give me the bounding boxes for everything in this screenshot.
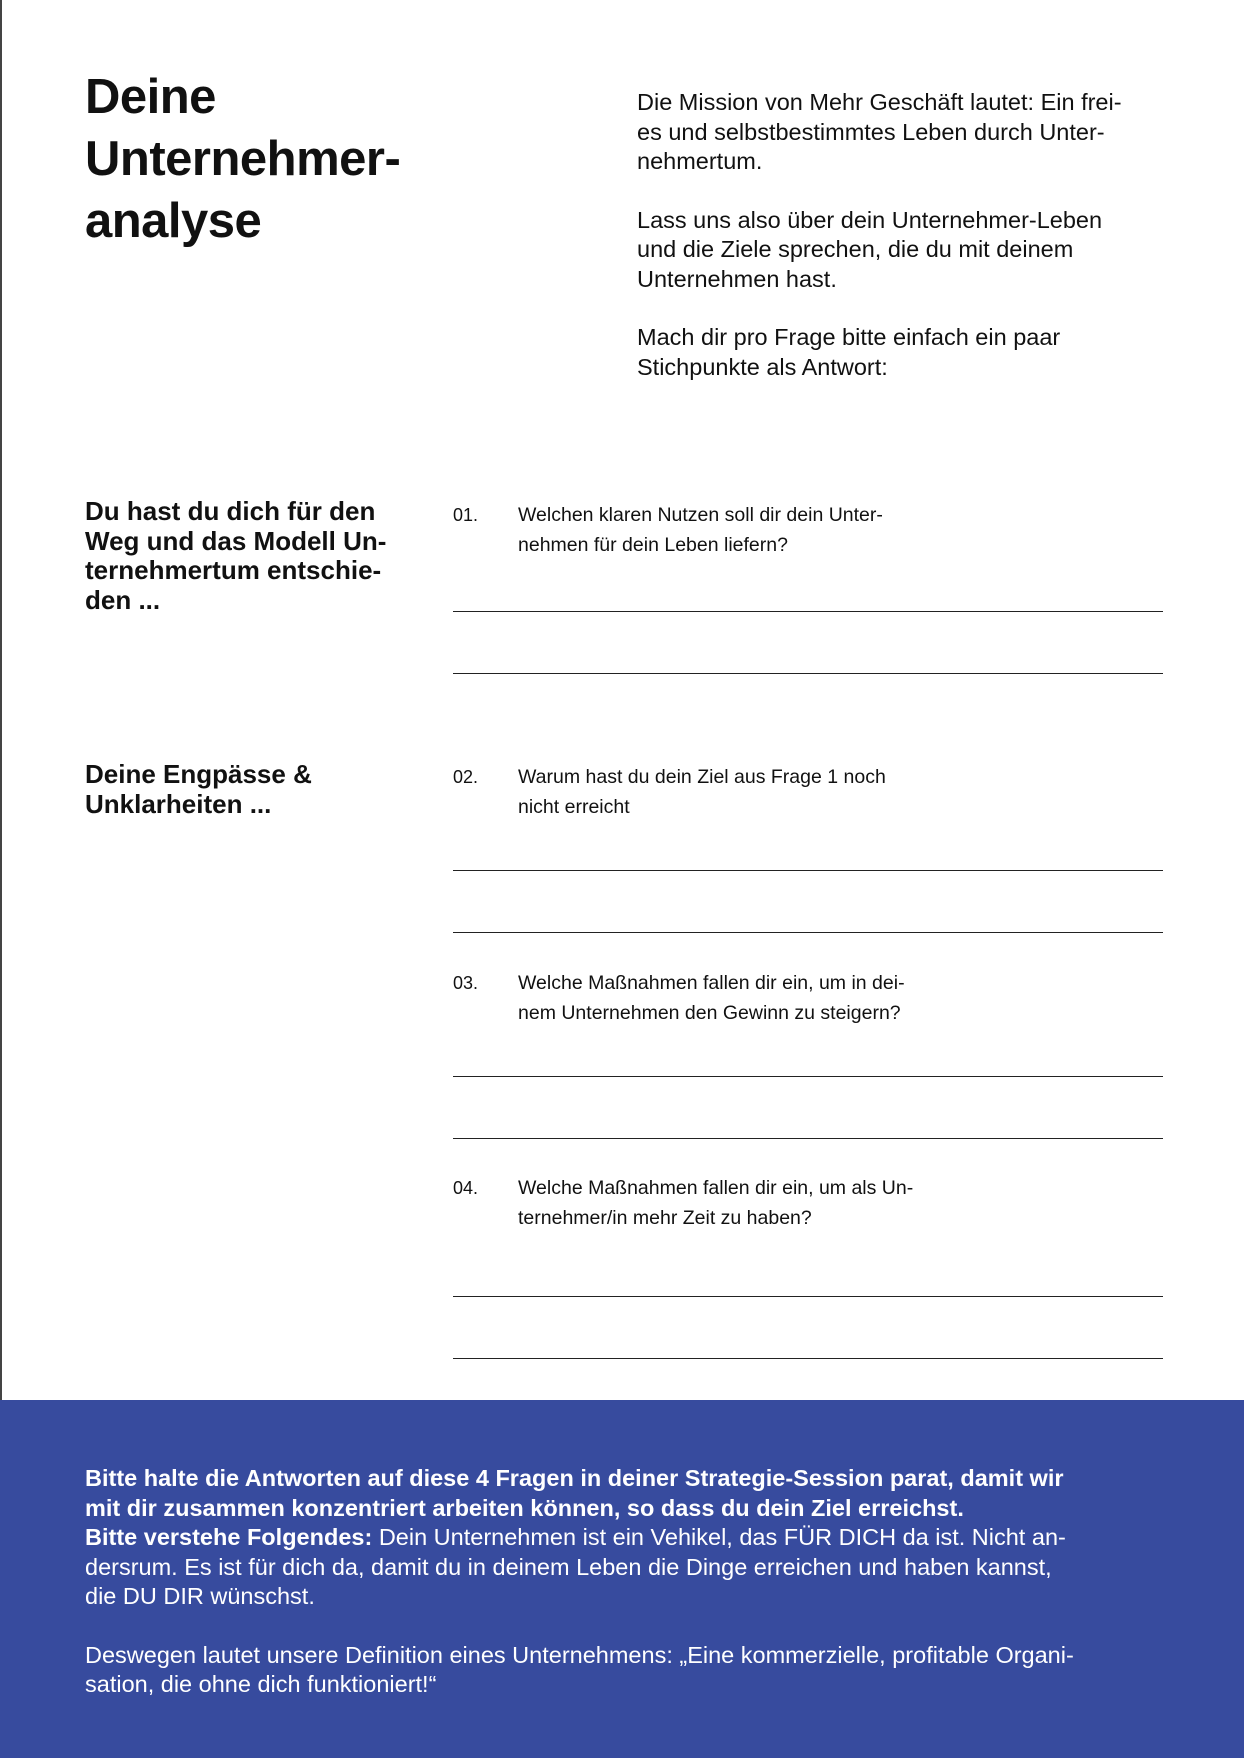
footer-understanding-lead: Bitte verstehe Folgendes: bbox=[85, 1524, 373, 1550]
intro-paragraph-goals: Lass uns also über dein Unternehmer-Leben und die Ziele sprechen, die du mit deinem Unternehmen hast. bbox=[637, 206, 1103, 292]
footer-spacer bbox=[85, 1612, 1165, 1641]
footer-text bbox=[85, 1464, 1165, 1700]
page-title: Deine Unternehmer- analyse bbox=[85, 70, 401, 248]
question-number: 02. bbox=[453, 767, 479, 787]
answer-line[interactable] bbox=[453, 870, 1163, 871]
page-left-border bbox=[0, 0, 2, 1400]
question-number: 01. bbox=[453, 505, 479, 525]
question-number: 04. bbox=[453, 1178, 479, 1198]
question-number: 03. bbox=[453, 973, 479, 993]
answer-line[interactable] bbox=[453, 1296, 1163, 1297]
footer-understanding bbox=[85, 1523, 1165, 1612]
footer-reminder: Bitte halte die Antworten auf diese 4 Fragen in deiner Strategie-Session parat, damit wir mit dir zusammen konzentriert arbeiten können, so dass du dein Ziel erreichst. bbox=[85, 1465, 1064, 1521]
question-text: Warum hast du dein Ziel aus Frage 1 noch nicht erreicht bbox=[518, 766, 886, 818]
answer-line[interactable] bbox=[453, 1076, 1163, 1077]
section-title-bottlenecks: Deine Engpässe & Unklarheiten ... bbox=[85, 759, 312, 819]
question-text: Welche Maßnahmen fallen dir ein, um in dei- nem Unternehmen den Gewinn zu steigern? bbox=[518, 972, 905, 1024]
intro-text bbox=[637, 88, 1172, 411]
answer-line[interactable] bbox=[453, 1358, 1163, 1359]
answer-line[interactable] bbox=[453, 932, 1163, 933]
question-text: Welchen klaren Nutzen soll dir dein Unter- nehmen für dein Leben liefern? bbox=[518, 504, 883, 556]
answer-line[interactable] bbox=[453, 673, 1163, 674]
answer-line[interactable] bbox=[453, 611, 1163, 612]
section-title-path: Du hast du dich für den Weg und das Modell Un- ternehmertum entschie- den ... bbox=[85, 496, 387, 615]
footer-understanding-body: Dein Unternehmen ist ein Vehikel, das FÜR DICH da ist. Nicht an- dersrum. Es ist für dich da, damit du in deinem Leben die Dinge erreichen und haben kannst, die DU DIR wünschst. bbox=[85, 1524, 1066, 1609]
intro-paragraph-instructions: Mach dir pro Frage bitte einfach ein paar Stichpunkte als Antwort: bbox=[637, 324, 1061, 380]
footer-definition: Deswegen lautet unsere Definition eines Unternehmens: „Eine kommerzielle, profitable Organi- sation, die ohne dich funktioniert!“ bbox=[85, 1641, 1074, 1697]
question-text: Welche Maßnahmen fallen dir ein, um als Un- ternehmer/in mehr Zeit zu haben? bbox=[518, 1177, 914, 1229]
footer-banner bbox=[0, 1400, 1244, 1758]
intro-paragraph-mission: Die Mission von Mehr Geschäft lautet: Ein frei- es und selbstbestimmtes Leben durch Unter- nehmertum. bbox=[637, 89, 1122, 174]
answer-line[interactable] bbox=[453, 1138, 1163, 1139]
